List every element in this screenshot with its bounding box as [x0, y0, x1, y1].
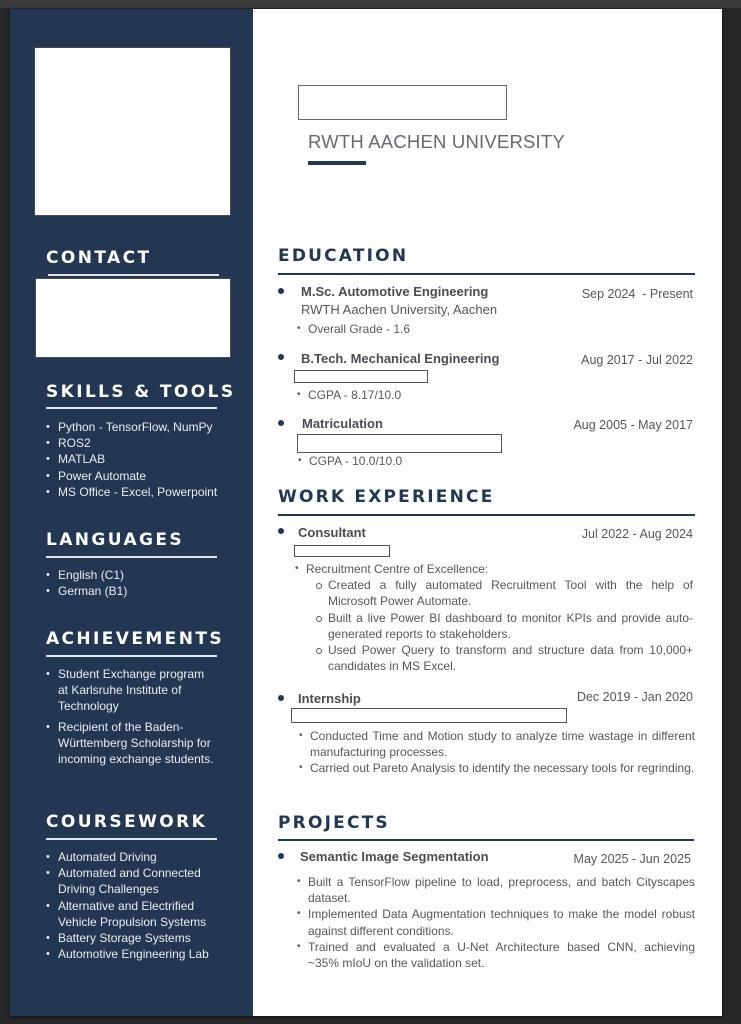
education-title: B.Tech. Mechanical Engineering [301, 351, 500, 366]
work-details [297, 728, 695, 777]
education-details [296, 453, 402, 469]
education-date: Aug 2005 - May 2017 [573, 418, 693, 432]
bullet-icon [278, 853, 284, 859]
work-title: Internship [298, 691, 361, 706]
achievements-rule [46, 655, 217, 657]
languages-heading: LANGUAGES [46, 530, 185, 550]
project-detail: • Built a TensorFlow pipeline to load, preprocess, and batch Cityscapes dataset. [295, 874, 695, 906]
work-detail: Built a live Power BI dashboard to monitor KPIs and provide auto-generated reports to stakeholders. [315, 610, 693, 642]
project-details [295, 874, 695, 971]
skill-item: • ROS2 [46, 435, 236, 451]
course-item: • Automated and Connected Driving Challenges [46, 865, 218, 897]
course-item: • Alternative and Electrified Vehicle Propulsion Systems [46, 898, 218, 930]
skills-rule [46, 407, 217, 409]
contact-details-redacted [35, 278, 231, 358]
work-detail: • Conducted Time and Motion study to analyze time wastage in different manufacturing processes. [297, 728, 695, 760]
course-item: • Battery Storage Systems [46, 930, 218, 946]
education-rule [278, 273, 695, 275]
contact-heading: CONTACT [46, 248, 152, 268]
education-date: Aug 2017 - Jul 2022 [581, 353, 693, 367]
university-subtitle: RWTH AACHEN UNIVERSITY [308, 131, 565, 152]
institution-redacted [294, 370, 428, 383]
work-rule [278, 514, 695, 516]
project-detail: • Implemented Data Augmentation techniques to make the model robust against different conditions. [295, 906, 695, 938]
coursework-heading: COURSEWORK [46, 812, 208, 832]
education-details [295, 387, 401, 403]
work-detail: • Carried out Pareto Analysis to identify the necessary tools for regrinding. [297, 760, 695, 776]
education-detail: • Overall Grade - 1.6 [295, 321, 410, 337]
work-detail: Used Power Query to transform and structure data from 10,000+ candidates in MS Excel. [315, 642, 693, 674]
skills-list [46, 419, 236, 500]
work-subdetails [315, 577, 693, 674]
education-detail: • CGPA - 8.17/10.0 [295, 387, 401, 403]
education-detail: • CGPA - 10.0/10.0 [296, 453, 402, 469]
skill-item: • MS Office - Excel, Powerpoint [46, 484, 236, 500]
course-item: • Automotive Engineering Lab [46, 946, 218, 962]
project-detail: • Trained and evaluated a U-Net Architecture based CNN, achieving ~35% mIoU on the validation set. [295, 939, 695, 971]
project-title: Semantic Image Segmentation [300, 849, 489, 864]
bullet-icon [278, 288, 284, 294]
work-group-label: Recruitment Centre of Excellence: [306, 562, 489, 576]
course-item: • Automated Driving [46, 849, 218, 865]
skills-heading: SKILLS & TOOLS [46, 382, 236, 402]
education-institution: RWTH Aachen University, Aachen [301, 302, 498, 317]
bullet-icon [278, 354, 284, 360]
education-title: Matriculation [302, 416, 383, 431]
skill-item: • Power Automate [46, 468, 236, 484]
work-details [293, 561, 693, 674]
education-title: M.Sc. Automotive Engineering [301, 284, 489, 299]
viewer-toolbar-strip [0, 0, 741, 8]
projects-heading: PROJECTS [278, 813, 390, 833]
work-heading: WORK EXPERIENCE [278, 487, 495, 507]
coursework-rule [46, 838, 217, 840]
bullet-icon [278, 420, 284, 426]
coursework-list [46, 849, 218, 962]
bullet-icon [278, 528, 284, 534]
sidebar [10, 9, 253, 1016]
languages-list [46, 567, 236, 599]
language-item: • English (C1) [46, 567, 236, 583]
bullet-icon [278, 695, 284, 701]
resume-page [10, 9, 722, 1016]
employer-redacted [294, 545, 390, 557]
work-group [293, 561, 693, 674]
work-date: Dec 2019 - Jan 2020 [576, 690, 693, 704]
work-date: Jul 2022 - Aug 2024 [581, 527, 693, 541]
contact-rule [48, 274, 219, 276]
achievement-item: • Recipient of the Baden-Württemberg Scholarship for incoming exchange students. [46, 719, 216, 768]
education-date: Sep 2024 - Present [581, 287, 693, 301]
achievements-list [46, 666, 216, 771]
education-heading: EDUCATION [278, 246, 409, 266]
university-rule [308, 161, 366, 165]
language-item: • German (B1) [46, 583, 236, 599]
project-date: May 2025 - Jun 2025 [573, 852, 691, 866]
skill-item: • Python - TensorFlow, NumPy [46, 419, 236, 435]
languages-rule [46, 556, 217, 558]
institution-redacted [297, 434, 502, 453]
work-title: Consultant [298, 525, 366, 540]
skill-item: • MATLAB [46, 451, 236, 467]
education-details [295, 321, 410, 337]
achievements-heading: ACHIEVEMENTS [46, 629, 224, 649]
projects-rule [278, 839, 694, 841]
work-detail: Created a fully automated Recruitment Tool with the help of Microsoft Power Automate. [315, 577, 693, 609]
employer-redacted [291, 708, 567, 723]
main-content [253, 9, 722, 1016]
achievement-item: • Student Exchange program at Karlsruhe Institute of Technology [46, 666, 216, 715]
name-redacted [298, 85, 507, 120]
photo-placeholder-redacted [34, 47, 231, 216]
